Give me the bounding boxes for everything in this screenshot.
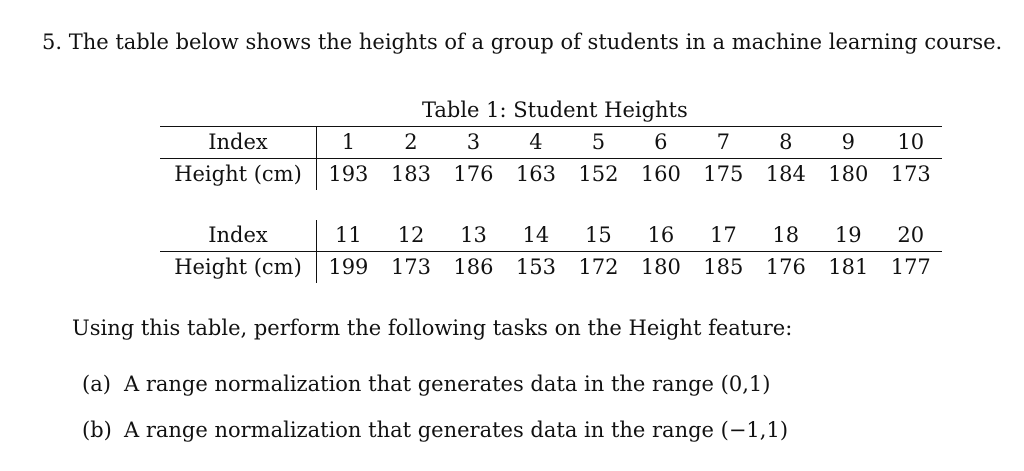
height-row-2 — [160, 252, 942, 284]
question-text: 5. The table below shows the heights of a group of students in a machine learning course. — [42, 30, 1003, 54]
index-cell: 1 — [317, 127, 380, 159]
index-cell: 19 — [834, 223, 862, 247]
task-label: (a) — [82, 372, 111, 396]
row-header: Index — [160, 220, 317, 252]
row-header: Height (cm) — [160, 252, 317, 284]
index-cell: 17 — [709, 223, 737, 247]
task-label: (b) — [82, 418, 112, 442]
height-cell: 173 — [880, 159, 943, 191]
index-cell: 20 — [897, 223, 925, 247]
height-cell: 193 — [317, 159, 380, 191]
index-cell: 18 — [772, 223, 800, 247]
task-b — [82, 418, 788, 442]
height-cell: 181 — [817, 252, 879, 284]
task-text: A range normalization that generates data in the range (0,1) — [124, 372, 771, 396]
index-cell: 9 — [817, 127, 879, 159]
height-cell: 186 — [442, 252, 504, 284]
index-cell: 16 — [647, 223, 675, 247]
index-cell: 2 — [380, 127, 442, 159]
row-header: Index — [160, 127, 317, 159]
index-cell: 15 — [585, 223, 612, 247]
task-a — [82, 372, 770, 396]
height-cell: 177 — [880, 252, 943, 284]
index-cell: 5 — [567, 127, 629, 159]
index-cell: 4 — [505, 127, 567, 159]
height-cell: 199 — [317, 252, 380, 284]
height-cell: 180 — [817, 159, 879, 191]
index-cell: 7 — [692, 127, 754, 159]
row-header: Height (cm) — [160, 159, 317, 191]
index-row-1 — [160, 127, 942, 159]
task-text: A range normalization that generates data in the range (−1,1) — [124, 418, 789, 442]
index-cell: 13 — [460, 223, 487, 247]
height-cell: 173 — [380, 252, 442, 284]
height-cell: 185 — [692, 252, 754, 284]
height-row-1 — [160, 159, 942, 191]
height-cell: 172 — [567, 252, 629, 284]
index-cell: 3 — [442, 127, 504, 159]
height-cell: 184 — [755, 159, 817, 191]
height-cell: 153 — [505, 252, 567, 284]
index-cell: 6 — [630, 127, 692, 159]
height-cell: 175 — [692, 159, 754, 191]
instructions-text: Using this table, perform the following tasks on the Height feature: — [72, 316, 793, 340]
index-cell: 12 — [397, 223, 425, 247]
table-spacer — [160, 190, 942, 220]
table-caption: Table 1: Student Heights — [422, 98, 688, 122]
height-cell: 152 — [567, 159, 629, 191]
height-cell: 163 — [505, 159, 567, 191]
index-row-2 — [160, 220, 942, 252]
index-cell: 14 — [522, 223, 550, 247]
height-cell: 183 — [380, 159, 442, 191]
student-heights-table — [160, 126, 942, 283]
index-cell: 10 — [880, 127, 943, 159]
height-cell: 160 — [630, 159, 692, 191]
height-cell: 176 — [755, 252, 817, 284]
height-cell: 176 — [442, 159, 504, 191]
height-cell: 180 — [630, 252, 692, 284]
index-cell: 8 — [755, 127, 817, 159]
index-cell: 11 — [335, 223, 362, 247]
